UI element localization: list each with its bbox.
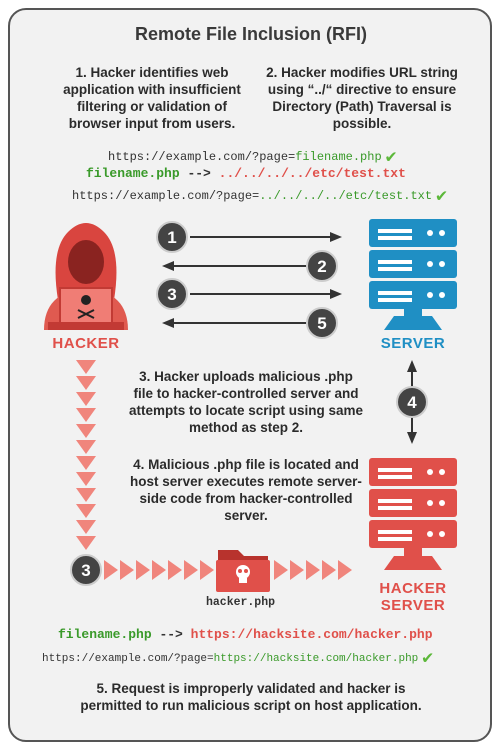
down-chevrons <box>76 360 96 550</box>
check-icon: ✔ <box>436 187 447 207</box>
hacker-server-label-line1: HACKER <box>379 580 447 597</box>
hacker-server-label-line2: SERVER <box>380 597 446 614</box>
server-label: SERVER <box>380 335 446 352</box>
hacker-label: HACKER <box>52 335 120 352</box>
step-5-text: 5. Request is improperly validated and hacker is permitted to run malicious script on host application. <box>80 681 422 713</box>
url-base: https://example.com/?page= <box>108 150 296 164</box>
badge-3: 3 <box>167 285 177 304</box>
folder-icon <box>216 550 270 592</box>
url-param: https://hacksite.com/hacker.php <box>213 653 419 665</box>
hacker-server-icon <box>369 458 457 570</box>
server-icon <box>369 219 457 330</box>
diagram-title: Remote File Inclusion (RFI) <box>134 24 367 44</box>
check-icon: ✔ <box>422 649 434 669</box>
hacker-icon <box>44 223 128 330</box>
badge-5: 5 <box>317 314 327 333</box>
traversal-file: filename.php <box>86 166 180 181</box>
url-base: https://example.com/?page= <box>42 653 214 665</box>
hacker-server-label <box>364 580 462 614</box>
folder-label: hacker.php <box>206 596 276 609</box>
remote-arrow: --> <box>159 627 183 642</box>
check-icon: ✔ <box>385 148 397 168</box>
url-param: ../../../../etc/test.txt <box>259 189 433 203</box>
badge-2: 2 <box>317 257 327 276</box>
step-3-text: 3. Hacker uploads malicious .php file to hacker-controlled server and attempts to locate script using same method as step 2. <box>128 369 364 435</box>
badge-4: 4 <box>407 393 417 412</box>
remote-url: https://hacksite.com/hacker.php <box>190 627 433 642</box>
traversal-path: ../../../../etc/test.txt <box>218 166 406 181</box>
badge-3-bottom: 3 <box>81 561 91 580</box>
step-4-text: 4. Malicious .php file is located and host server executes remote server-side code from hacker-controlled server. <box>130 457 362 523</box>
traversal-arrow: --> <box>187 166 211 181</box>
url-example-3 <box>42 647 433 669</box>
remote-file: filename.php <box>58 627 152 642</box>
step-2-text: 2. Hacker modifies URL string using “../“ directive to ensure Directory (Path) Traversal is possible. <box>266 65 458 131</box>
url-param: filename.php <box>295 150 382 164</box>
url-base: https://example.com/?page= <box>72 189 260 203</box>
step-1-text: 1. Hacker identifies web application with insufficient filtering or validation of browser input from users. <box>63 65 241 131</box>
badge-1: 1 <box>167 228 177 247</box>
remote-line <box>58 627 433 642</box>
